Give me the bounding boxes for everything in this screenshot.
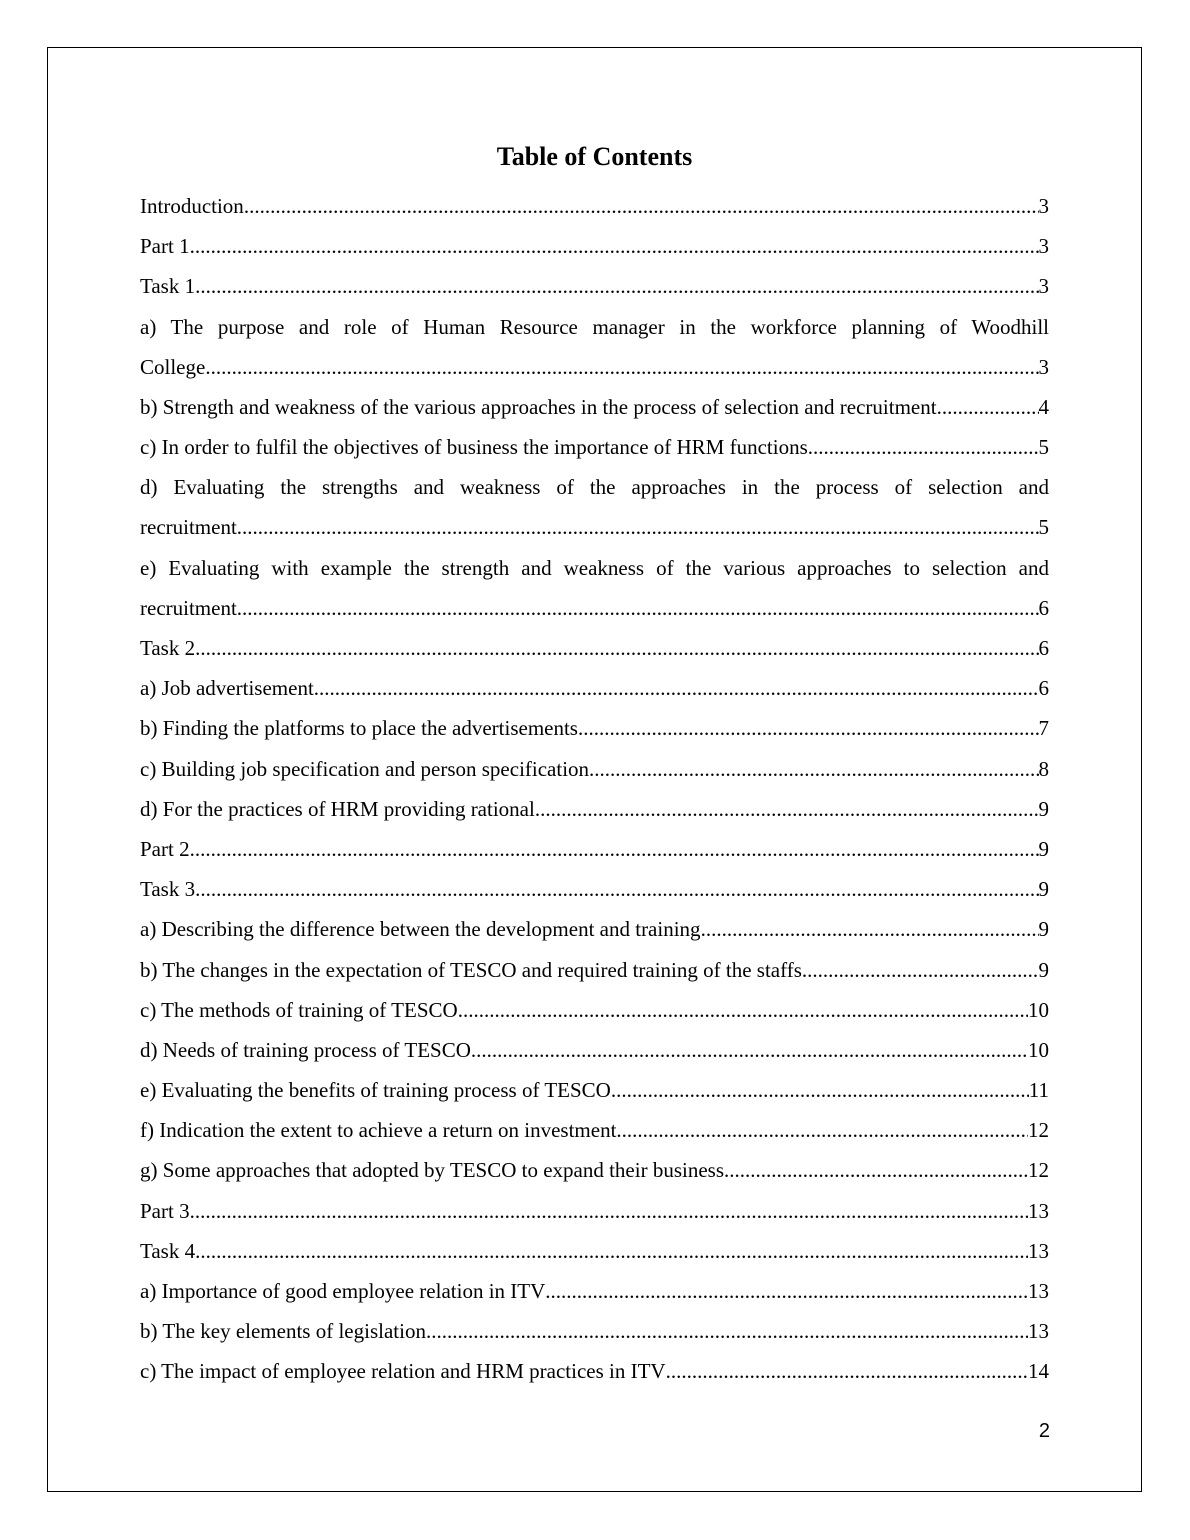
- toc-entry-label: Task 1: [140, 274, 196, 299]
- toc-entry-row: [140, 427, 1049, 467]
- toc-dot-leader: [314, 668, 1039, 708]
- toc-dot-leader: [426, 1311, 1028, 1351]
- toc-entry-page: 9: [1038, 836, 1049, 861]
- toc-dot-leader: [942, 387, 1039, 427]
- toc-entry-page: 10: [1028, 1037, 1049, 1062]
- toc-dot-leader: [195, 266, 1038, 306]
- toc-dot-leader: [244, 186, 1039, 226]
- toc-entry-page: 3: [1038, 234, 1049, 259]
- toc-entry[interactable]: [140, 1030, 1049, 1070]
- toc-entry-page: 13: [1028, 1238, 1049, 1263]
- toc-entry-row: [140, 708, 1049, 748]
- toc-entry[interactable]: [140, 829, 1049, 869]
- toc-entry-label: Part 3: [140, 1198, 190, 1223]
- toc-list: [140, 186, 1049, 1392]
- toc-entry-page: 13: [1028, 1279, 1049, 1304]
- toc-entry-page: 4: [1038, 394, 1049, 419]
- toc-dot-leader: [195, 869, 1038, 909]
- toc-entry-label: Task 3: [140, 877, 196, 902]
- toc-dot-leader: [724, 1150, 1028, 1190]
- toc-entry[interactable]: [140, 1191, 1049, 1231]
- toc-entry-label: a) Describing the difference between the development and training: [140, 917, 701, 942]
- toc-entry-page: 12: [1028, 1158, 1049, 1183]
- toc-dot-leader: [190, 1191, 1028, 1231]
- toc-entry-label: recruitment: [140, 515, 237, 540]
- toc-entry-row: [140, 1070, 1049, 1110]
- toc-entry-row: [140, 1351, 1049, 1391]
- toc-entry-row: [140, 1271, 1049, 1311]
- toc-entry[interactable]: [140, 869, 1049, 909]
- toc-entry-row: [140, 789, 1049, 829]
- toc-entry-page: 11: [1028, 1078, 1049, 1103]
- toc-entry-label: recruitment: [140, 595, 237, 620]
- toc-entry-page: 3: [1038, 354, 1049, 379]
- toc-entry-label: Introduction: [140, 193, 244, 218]
- page-number: 2: [1038, 1420, 1050, 1442]
- toc-entry-label: b) Finding the platforms to place the advertisements: [140, 716, 578, 741]
- toc-dot-leader: [190, 226, 1039, 266]
- toc-dot-leader: [190, 829, 1039, 869]
- toc-entry-row: [140, 869, 1049, 909]
- toc-entry-label: d) Needs of training process of TESCO: [140, 1037, 471, 1062]
- toc-entry-row: [140, 1191, 1049, 1231]
- toc-entry-label: Task 2: [140, 636, 196, 661]
- toc-dot-leader: [195, 1231, 1028, 1271]
- toc-entry[interactable]: [140, 668, 1049, 708]
- toc-entry-first-line: a) The purpose and role of Human Resource manager in the workforce planning of Woodhill: [140, 314, 1049, 339]
- toc-entry-page: 10: [1028, 997, 1049, 1022]
- toc-entry-label: Task 4: [140, 1238, 196, 1263]
- toc-entry-label: a) Importance of good employee relation in ITV: [140, 1279, 546, 1304]
- toc-entry-row: [140, 909, 1049, 949]
- toc-entry[interactable]: [140, 427, 1049, 467]
- toc-entry[interactable]: [140, 1231, 1049, 1271]
- toc-entry[interactable]: [140, 1110, 1049, 1150]
- toc-entry[interactable]: [140, 789, 1049, 829]
- toc-entry[interactable]: [140, 186, 1049, 226]
- toc-entry[interactable]: [140, 749, 1049, 789]
- toc-entry-label: b) The changes in the expectation of TESCO and required training of the staffs: [140, 957, 802, 982]
- toc-entry-row: [140, 1231, 1049, 1271]
- toc-entry-page: 13: [1028, 1198, 1049, 1223]
- toc-dot-leader: [237, 588, 1039, 628]
- toc-dot-leader: [802, 950, 1039, 990]
- toc-entry-label: a) Job advertisement: [140, 676, 314, 701]
- toc-dot-leader: [666, 1351, 1028, 1391]
- toc-entry-row: [140, 1110, 1049, 1150]
- toc-entry-row: [140, 628, 1049, 668]
- toc-dot-leader: [535, 789, 1039, 829]
- toc-entry-first-line: d) Evaluating the strengths and weakness of the approaches in the process of selection and: [140, 475, 1049, 500]
- toc-entry-row: [140, 749, 1049, 789]
- toc-entry-row: [140, 186, 1049, 226]
- toc-entry-page: 5: [1038, 435, 1049, 460]
- toc-entry-page: 9: [1038, 877, 1049, 902]
- toc-dot-leader: [545, 1271, 1028, 1311]
- toc-entry-row: [140, 1151, 1049, 1191]
- toc-entry[interactable]: [140, 266, 1049, 306]
- toc-dot-leader: [471, 1030, 1028, 1070]
- toc-dot-leader: [195, 628, 1038, 668]
- toc-entry-label: c) Building job specification and person specification: [140, 756, 590, 781]
- toc-entry[interactable]: [140, 1271, 1049, 1311]
- toc-entry[interactable]: [140, 307, 1049, 387]
- toc-entry-page: 3: [1038, 193, 1049, 218]
- toc-entry-row: [140, 668, 1049, 708]
- toc-entry[interactable]: [140, 1151, 1049, 1191]
- toc-entry-row: [140, 1311, 1049, 1351]
- toc-entry-label: College: [140, 354, 206, 379]
- toc-dot-leader: [578, 708, 1039, 748]
- toc-entry-row: [140, 387, 1049, 427]
- toc-entry-page: 8: [1038, 756, 1049, 781]
- toc-entry[interactable]: [140, 226, 1049, 266]
- toc-entry-label: f) Indication the extent to achieve a return on investment: [140, 1118, 617, 1143]
- toc-entry-row: [140, 1030, 1049, 1070]
- toc-entry[interactable]: [140, 1070, 1049, 1110]
- toc-dot-leader: [589, 749, 1038, 789]
- toc-entry-label: Part 1: [140, 234, 190, 259]
- toc-dot-leader: [237, 507, 1039, 547]
- toc-entry-row: [140, 950, 1049, 990]
- toc-entry-row: [140, 266, 1049, 306]
- toc-entry-label: b) The key elements of legislation: [140, 1319, 426, 1344]
- toc-entry-row: [140, 226, 1049, 266]
- toc-dot-leader: [616, 1110, 1028, 1150]
- toc-entry-page: 9: [1038, 917, 1049, 942]
- toc-title: Table of Contents: [496, 142, 693, 171]
- toc-entry-page: 14: [1028, 1359, 1049, 1384]
- toc-entry[interactable]: [140, 387, 1049, 427]
- toc-entry-row: [140, 829, 1049, 869]
- toc-entry-row: [140, 588, 1049, 628]
- toc-entry-page: 5: [1038, 515, 1049, 540]
- toc-entry-row: [140, 347, 1049, 387]
- toc-entry-first-line: e) Evaluating with example the strength and weakness of the various approaches to selection and: [140, 555, 1049, 580]
- table-of-contents: [140, 140, 1049, 1392]
- toc-dot-leader: [458, 990, 1028, 1030]
- toc-entry[interactable]: [140, 708, 1049, 748]
- toc-entry-page: 6: [1038, 676, 1049, 701]
- toc-entry-label: c) The impact of employee relation and HRM practices in ITV: [140, 1359, 666, 1384]
- toc-dot-leader: [205, 347, 1038, 387]
- toc-entry-label: c) In order to fulfil the objectives of business the importance of HRM functions: [140, 435, 808, 460]
- toc-entry-page: 6: [1038, 636, 1049, 661]
- toc-entry[interactable]: [140, 548, 1049, 628]
- toc-entry-page: 7: [1038, 716, 1049, 741]
- toc-entry-page: 6: [1038, 595, 1049, 620]
- toc-entry[interactable]: [140, 1351, 1049, 1391]
- toc-entry-page: 9: [1038, 796, 1049, 821]
- toc-entry-row: [140, 508, 1049, 548]
- toc-dot-leader: [808, 427, 1039, 467]
- toc-entry-label: c) The methods of training of TESCO: [140, 997, 458, 1022]
- toc-entry[interactable]: [140, 990, 1049, 1030]
- toc-entry-label: g) Some approaches that adopted by TESCO to expand their business: [140, 1158, 725, 1183]
- toc-entry-page: 9: [1038, 957, 1049, 982]
- toc-entry[interactable]: [140, 950, 1049, 990]
- toc-entry-label: b) Strength and weakness of the various approaches in the process of selection and recruitment.: [140, 394, 942, 419]
- toc-entry-label: d) For the practices of HRM providing rational: [140, 796, 535, 821]
- toc-entry-page: 3: [1038, 274, 1049, 299]
- toc-dot-leader: [611, 1070, 1029, 1110]
- toc-entry[interactable]: [140, 467, 1049, 547]
- toc-entry[interactable]: [140, 909, 1049, 949]
- toc-dot-leader: [701, 909, 1039, 949]
- toc-entry[interactable]: [140, 1311, 1049, 1351]
- toc-entry-page: 13: [1028, 1319, 1049, 1344]
- toc-entry-row: [140, 990, 1049, 1030]
- toc-entry-page: 12: [1028, 1118, 1049, 1143]
- toc-entry[interactable]: [140, 628, 1049, 668]
- toc-entry-label: e) Evaluating the benefits of training process of TESCO: [140, 1078, 611, 1103]
- toc-entry-label: Part 2: [140, 836, 190, 861]
